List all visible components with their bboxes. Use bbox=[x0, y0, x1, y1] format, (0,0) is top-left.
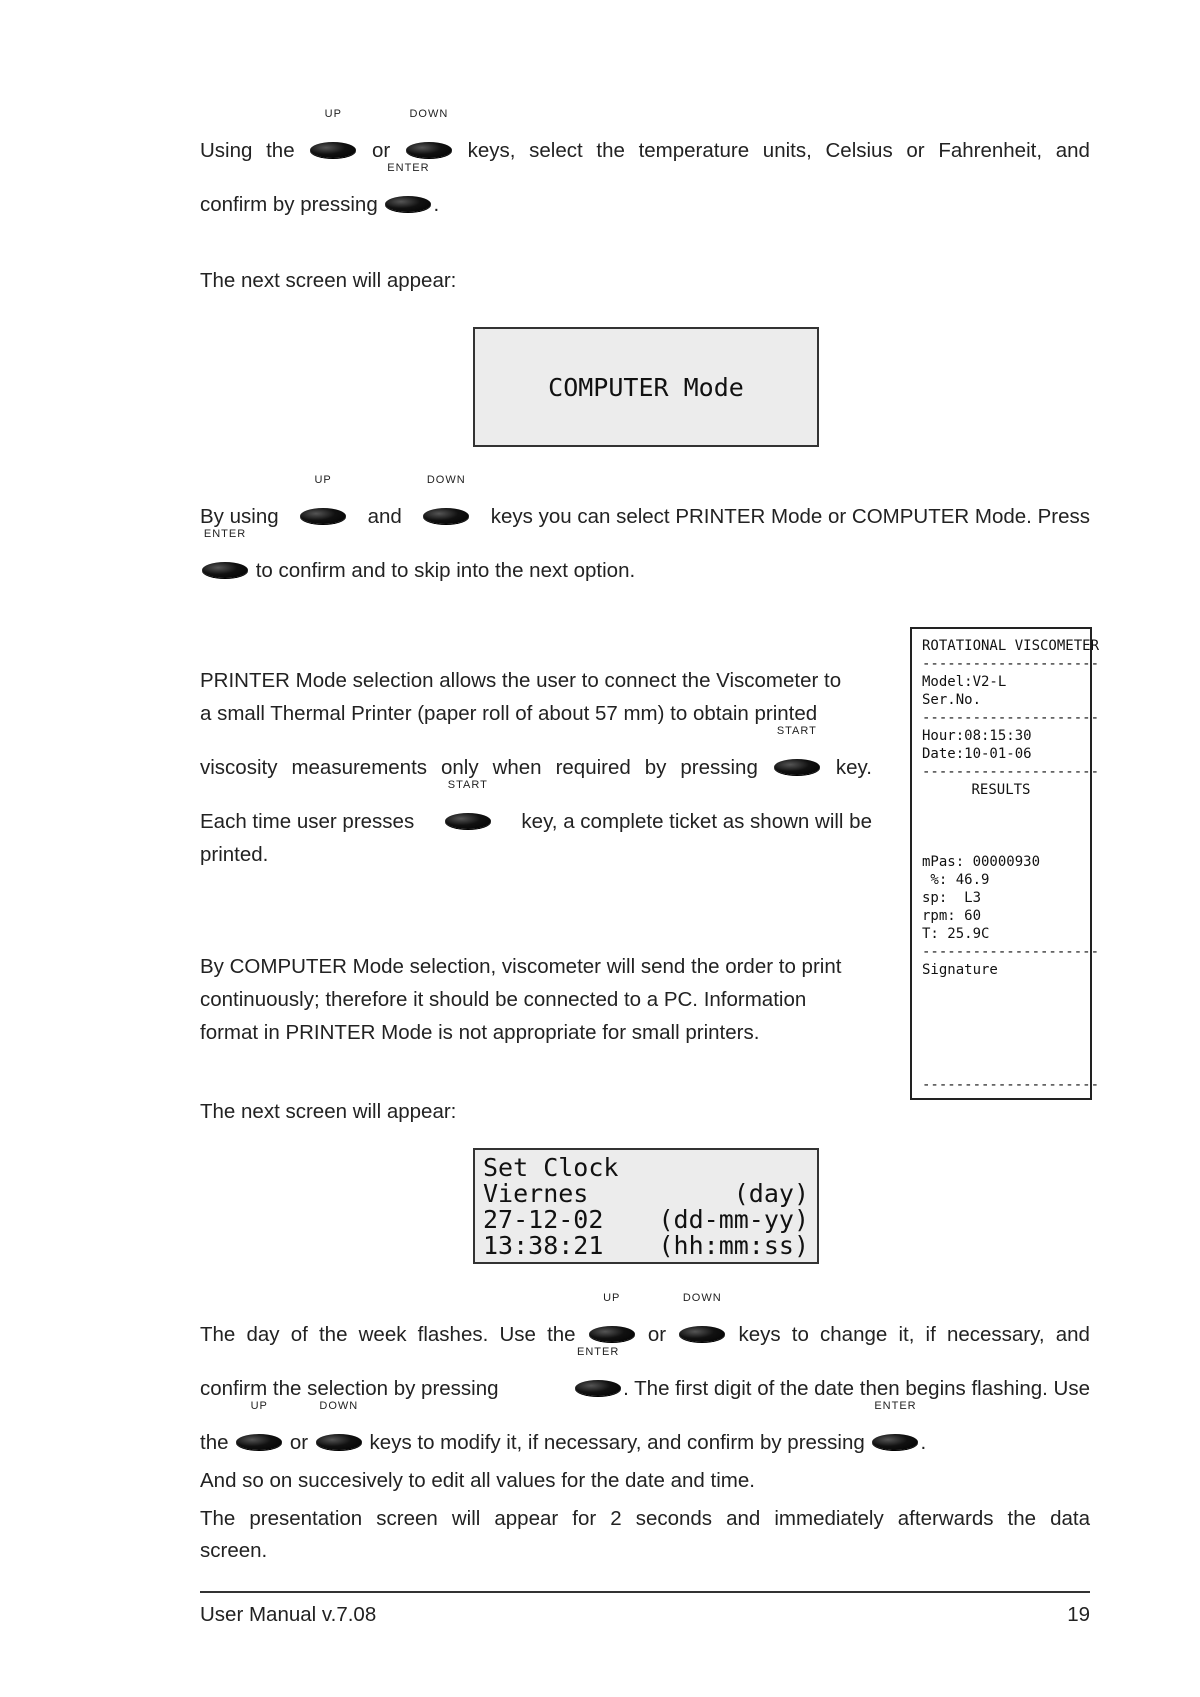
para4-line3: format in PRINTER Mode is not appropriate for small printers. bbox=[200, 1021, 760, 1044]
enter-key-icon bbox=[200, 528, 250, 585]
lcd-unit: (hh:mm:ss) bbox=[658, 1231, 809, 1260]
ticket-model: Model:V2-L bbox=[922, 674, 1007, 690]
text: . bbox=[433, 193, 440, 216]
para3-line3 bbox=[200, 725, 872, 782]
page-number: 19 bbox=[1067, 1603, 1090, 1626]
text: flashes. bbox=[417, 1323, 489, 1346]
text: or bbox=[906, 139, 925, 162]
ticket-date: Date:10-01-06 bbox=[922, 746, 1032, 762]
para4-line2: continuously; therefore it should be connected to a PC. Information bbox=[200, 988, 807, 1011]
para5-line6: screen. bbox=[200, 1539, 268, 1562]
text: appear bbox=[494, 1507, 559, 1530]
text: viscosity bbox=[200, 756, 278, 779]
ticket-mpas: mPas: 00000930 bbox=[922, 854, 1041, 870]
text: confirm the selection by pressing bbox=[200, 1377, 499, 1400]
enter-key-icon bbox=[573, 1346, 623, 1403]
key-label: ENTER bbox=[874, 1400, 917, 1412]
text: to bbox=[791, 1323, 809, 1346]
key-label: START bbox=[447, 779, 488, 791]
para3-line1: PRINTER Mode selection allows the user to connect the Viscometer to bbox=[200, 669, 842, 692]
text: afterwards bbox=[897, 1507, 994, 1530]
lcd-row: Set Clock bbox=[483, 1153, 619, 1182]
text: The bbox=[200, 1323, 236, 1346]
up-key-icon bbox=[234, 1400, 284, 1457]
text: immediately bbox=[774, 1507, 884, 1530]
para1-line2 bbox=[200, 162, 1090, 219]
text: Use bbox=[499, 1323, 536, 1346]
ticket-separator: --------------------- bbox=[922, 1077, 1100, 1093]
text: and bbox=[367, 505, 402, 528]
lcd-computer-mode bbox=[473, 327, 819, 447]
para5-line3 bbox=[200, 1400, 1090, 1457]
text: the bbox=[1007, 1507, 1037, 1530]
text: the bbox=[547, 1323, 576, 1346]
text: change bbox=[820, 1323, 888, 1346]
key-label: DOWN bbox=[409, 108, 449, 120]
text: for bbox=[572, 1507, 597, 1530]
text: to confirm and to skip into the next option. bbox=[255, 559, 636, 582]
text: will bbox=[451, 1507, 481, 1530]
text: keys bbox=[738, 1323, 781, 1346]
footer-divider bbox=[200, 1591, 1090, 1593]
key-label: UP bbox=[250, 1400, 268, 1412]
key-label: START bbox=[776, 725, 817, 737]
text: and bbox=[726, 1507, 761, 1530]
enter-key-icon bbox=[870, 1400, 920, 1457]
text: keys to modify it, if necessary, and confirm by pressing bbox=[369, 1431, 865, 1454]
lcd-row bbox=[483, 1233, 809, 1259]
key-label: DOWN bbox=[426, 474, 466, 486]
start-key-icon bbox=[772, 725, 822, 782]
ticket-signature: Signature bbox=[922, 962, 998, 978]
text: week bbox=[358, 1323, 407, 1346]
text: the bbox=[200, 1431, 229, 1454]
down-key-icon bbox=[677, 1292, 727, 1349]
ticket-temperature: T: 25.9C bbox=[922, 926, 990, 942]
key-label: UP bbox=[324, 108, 342, 120]
text: . bbox=[920, 1431, 927, 1454]
key-label: ENTER bbox=[577, 1346, 620, 1358]
para5-line1 bbox=[200, 1292, 1090, 1349]
text: Fahrenheit, bbox=[938, 139, 1043, 162]
text: Celsius bbox=[825, 139, 893, 162]
text: the bbox=[596, 139, 625, 162]
para3-line2: a small Thermal Printer (paper roll of about 57 mm) to obtain printed bbox=[200, 702, 818, 725]
up-key-icon bbox=[298, 474, 348, 531]
key-label: UP bbox=[603, 1292, 621, 1304]
lcd-set-clock bbox=[473, 1148, 819, 1264]
text: only bbox=[441, 756, 479, 779]
text: key, a complete ticket as shown will be bbox=[521, 810, 872, 833]
text: keys, bbox=[467, 139, 516, 162]
down-key-icon bbox=[421, 474, 471, 531]
text: Using bbox=[200, 139, 253, 162]
text: . The first digit of the date then begins flashing. Use bbox=[623, 1377, 1090, 1400]
next-screen-text: The next screen will appear: bbox=[200, 1100, 457, 1123]
lcd-row bbox=[483, 1181, 809, 1207]
down-key-icon bbox=[314, 1400, 364, 1457]
ticket-serno: Ser.No. bbox=[922, 692, 982, 708]
text: confirm by pressing bbox=[200, 193, 378, 216]
text: key. bbox=[835, 756, 872, 779]
text: of bbox=[290, 1323, 308, 1346]
lcd-value: 13:38:21 bbox=[483, 1231, 604, 1260]
footer bbox=[200, 1601, 1090, 1629]
lcd-row bbox=[483, 1207, 809, 1233]
para3-line4 bbox=[200, 779, 872, 836]
lcd-unit: (day) bbox=[733, 1179, 809, 1208]
text: 2 bbox=[610, 1507, 622, 1530]
text: and bbox=[1055, 1323, 1090, 1346]
text: or bbox=[371, 139, 391, 162]
next-screen-text: The next screen will appear: bbox=[200, 269, 457, 292]
ticket-spindle: sp: L3 bbox=[922, 890, 982, 906]
para2-line2 bbox=[200, 528, 1090, 585]
lcd-text: COMPUTER Mode bbox=[548, 373, 744, 402]
ticket-separator: --------------------- bbox=[922, 656, 1100, 672]
text: temperature bbox=[638, 139, 750, 162]
text: By using bbox=[200, 505, 279, 528]
para5-line4: And so on succesively to edit all values for the date and time. bbox=[200, 1469, 755, 1492]
ticket-separator: --------------------- bbox=[922, 764, 1100, 780]
lcd-value: Viernes bbox=[483, 1179, 589, 1208]
text: or bbox=[647, 1323, 667, 1346]
ticket-hour: Hour:08:15:30 bbox=[922, 728, 1032, 744]
text: day bbox=[246, 1323, 280, 1346]
text: or bbox=[289, 1431, 309, 1454]
text: and bbox=[1055, 139, 1090, 162]
para1-line1 bbox=[200, 108, 1090, 165]
text: pressing bbox=[680, 756, 758, 779]
text: when bbox=[492, 756, 542, 779]
key-label: DOWN bbox=[319, 1400, 359, 1412]
text: data bbox=[1050, 1507, 1090, 1530]
text: Each time user presses bbox=[200, 810, 415, 833]
para2-line1 bbox=[200, 474, 1090, 531]
text: if bbox=[925, 1323, 936, 1346]
key-label: DOWN bbox=[682, 1292, 722, 1304]
para4-line1: By COMPUTER Mode selection, viscometer will send the order to print bbox=[200, 955, 842, 978]
para3-line5: printed. bbox=[200, 843, 269, 866]
ticket-rpm: rpm: 60 bbox=[922, 908, 982, 924]
text: by bbox=[644, 756, 667, 779]
text: the bbox=[266, 139, 295, 162]
text: keys you can select PRINTER Mode or COMPUTER Mode. Press bbox=[490, 505, 1090, 528]
key-label: ENTER bbox=[387, 162, 430, 174]
lcd-value: 27-12-02 bbox=[483, 1205, 604, 1234]
start-key-icon bbox=[443, 779, 493, 836]
para5-line5 bbox=[200, 1505, 1090, 1533]
text: measurements bbox=[291, 756, 428, 779]
text: required bbox=[555, 756, 631, 779]
text: seconds bbox=[635, 1507, 713, 1530]
lcd-unit: (dd-mm-yy) bbox=[658, 1205, 809, 1234]
text: the bbox=[318, 1323, 348, 1346]
ticket-separator: --------------------- bbox=[922, 944, 1100, 960]
up-key-icon bbox=[308, 108, 358, 165]
text: select bbox=[529, 139, 583, 162]
text: The bbox=[200, 1507, 236, 1530]
key-label: UP bbox=[314, 474, 332, 486]
ticket-results: RESULTS bbox=[971, 782, 1031, 798]
ticket-percent: %: 46.9 bbox=[922, 872, 990, 888]
key-label: ENTER bbox=[203, 528, 247, 540]
printed-ticket bbox=[910, 627, 1100, 1100]
text: it, bbox=[898, 1323, 915, 1346]
text: necessary, bbox=[946, 1323, 1045, 1346]
text: units, bbox=[762, 139, 812, 162]
ticket-separator: --------------------- bbox=[922, 710, 1100, 726]
text: presentation bbox=[249, 1507, 363, 1530]
enter-key-icon bbox=[383, 162, 433, 219]
footer-title: User Manual v.7.08 bbox=[200, 1603, 377, 1626]
text: screen bbox=[376, 1507, 438, 1530]
ticket-title: ROTATIONAL VISCOMETER bbox=[922, 638, 1100, 654]
